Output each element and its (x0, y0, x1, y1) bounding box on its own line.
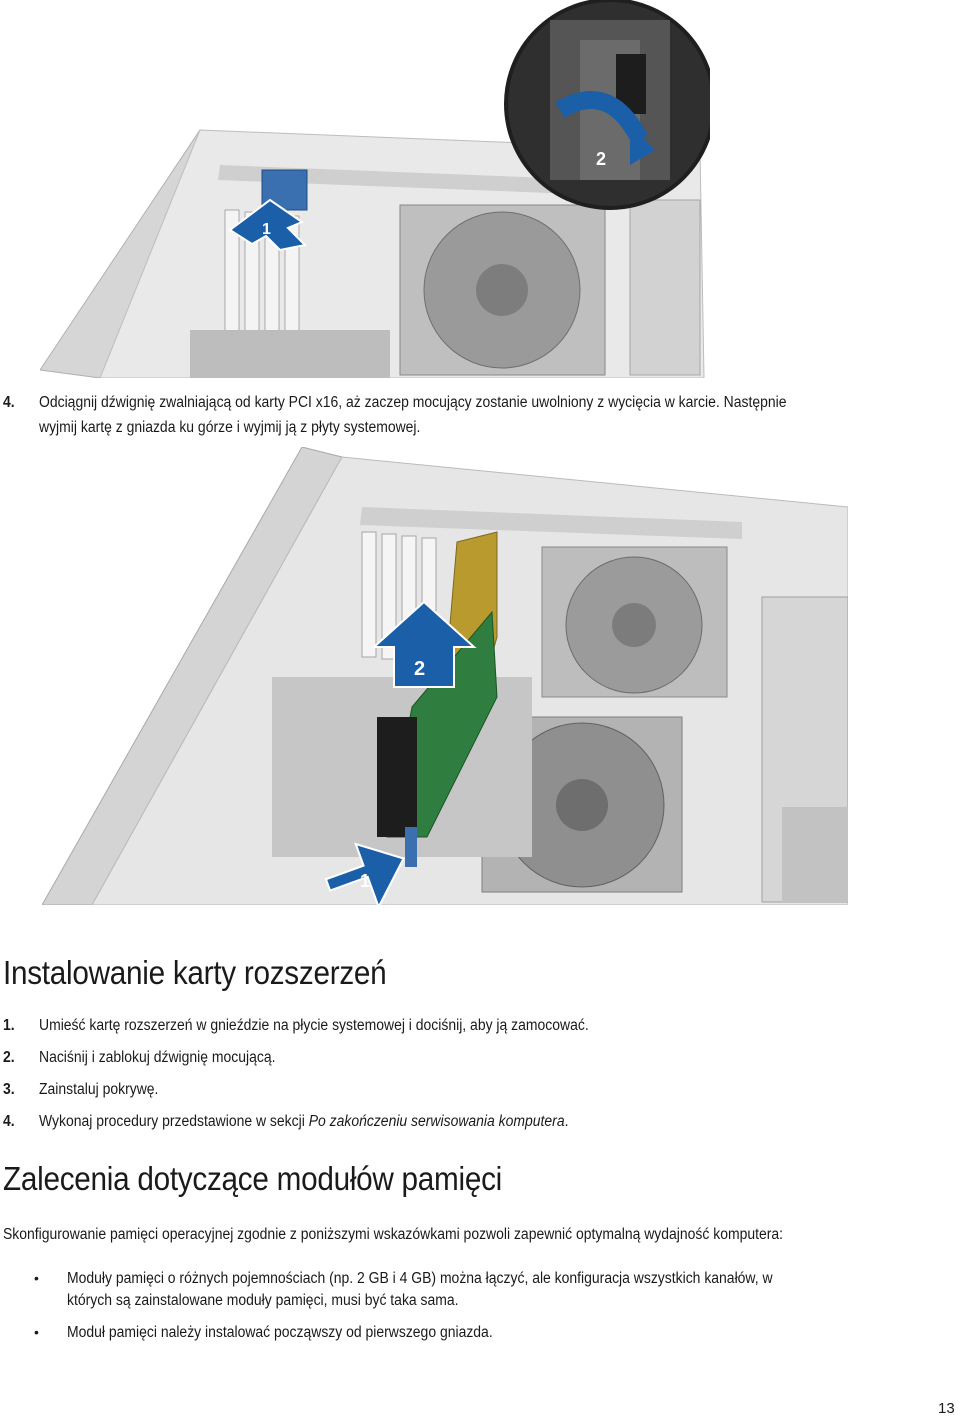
install-step-4 (3, 1113, 568, 1131)
arrow-push-label: 1 (360, 871, 371, 891)
page-number: 13 (938, 1400, 955, 1417)
install-step-4-number: 4. (3, 1113, 15, 1130)
memory-bullet-1-line2: których są zainstalowane moduły pamięci, musi być taka sama. (67, 1292, 459, 1309)
section-install-title: Instalowanie karty rozszerzeń (3, 954, 387, 991)
install-step-4-link: Po zakończeniu serwisowania komputera (308, 1113, 565, 1130)
install-step-3-text: Zainstaluj pokrywę. (39, 1081, 159, 1098)
install-step-3-number: 3. (3, 1081, 15, 1098)
step-4-number: 4. (3, 394, 15, 411)
step-4-line2: wyjmij kartę z gniazda ku górze i wyjmij ją z płyty systemowej. (39, 419, 421, 436)
section-memory-title: Zalecenia dotyczące modułów pamięci (3, 1160, 503, 1197)
install-step-3 (3, 1081, 158, 1099)
arrow-up-label: 2 (414, 658, 426, 680)
install-step-1 (3, 1017, 589, 1035)
figure-install-card (42, 447, 848, 905)
install-step-4-text-prefix: Wykonaj procedury przedstawione w sekcji (39, 1113, 309, 1130)
bullet-1-glyph: • (34, 1270, 39, 1286)
motherboard (190, 330, 390, 378)
bullet-2-glyph: • (34, 1324, 39, 1340)
install-step-2-number: 2. (3, 1049, 15, 1066)
figure-remove-card (40, 0, 710, 378)
case-fan (400, 205, 605, 375)
memory-intro: Skonfigurowanie pamięci operacyjnej zgodnie z poniższymi wskazówkami pozwoli zapewnić optymalną wydajność komputera: (3, 1226, 784, 1243)
memory-bullet-2-line1: Moduł pamięci należy instalować począwszy od pierwszego gniazda. (67, 1324, 493, 1341)
install-step-1-number: 1. (3, 1017, 15, 1034)
step-4-remove (3, 390, 948, 440)
arrow-1-label: 1 (262, 221, 271, 238)
install-step-2 (3, 1049, 275, 1067)
install-step-2-text: Naciśnij i zablokuj dźwignię mocującą. (39, 1049, 276, 1066)
install-step-1-text: Umieść kartę rozszerzeń w gnieździe na płycie systemowej i dociśnij, aby ją zamocować. (39, 1017, 589, 1034)
arrow-2-label: 2 (596, 149, 607, 169)
power-supply (630, 200, 700, 375)
magnified-inset (506, 0, 710, 208)
install-step-4-text-suffix: . (564, 1113, 569, 1130)
step-4-line1: Odciągnij dźwignię zwalniającą od karty PCI x16, aż zaczep mocujący zostanie uwolniony z wycięcia w karcie. Następnie (39, 394, 787, 411)
case-fan (542, 547, 727, 697)
memory-bullet-1-line1: Moduły pamięci o różnych pojemnościach (np. 2 GB i 4 GB) można łączyć, ale konfiguracja wszystkich kanałów, w (67, 1270, 773, 1287)
power-supply (762, 597, 848, 902)
